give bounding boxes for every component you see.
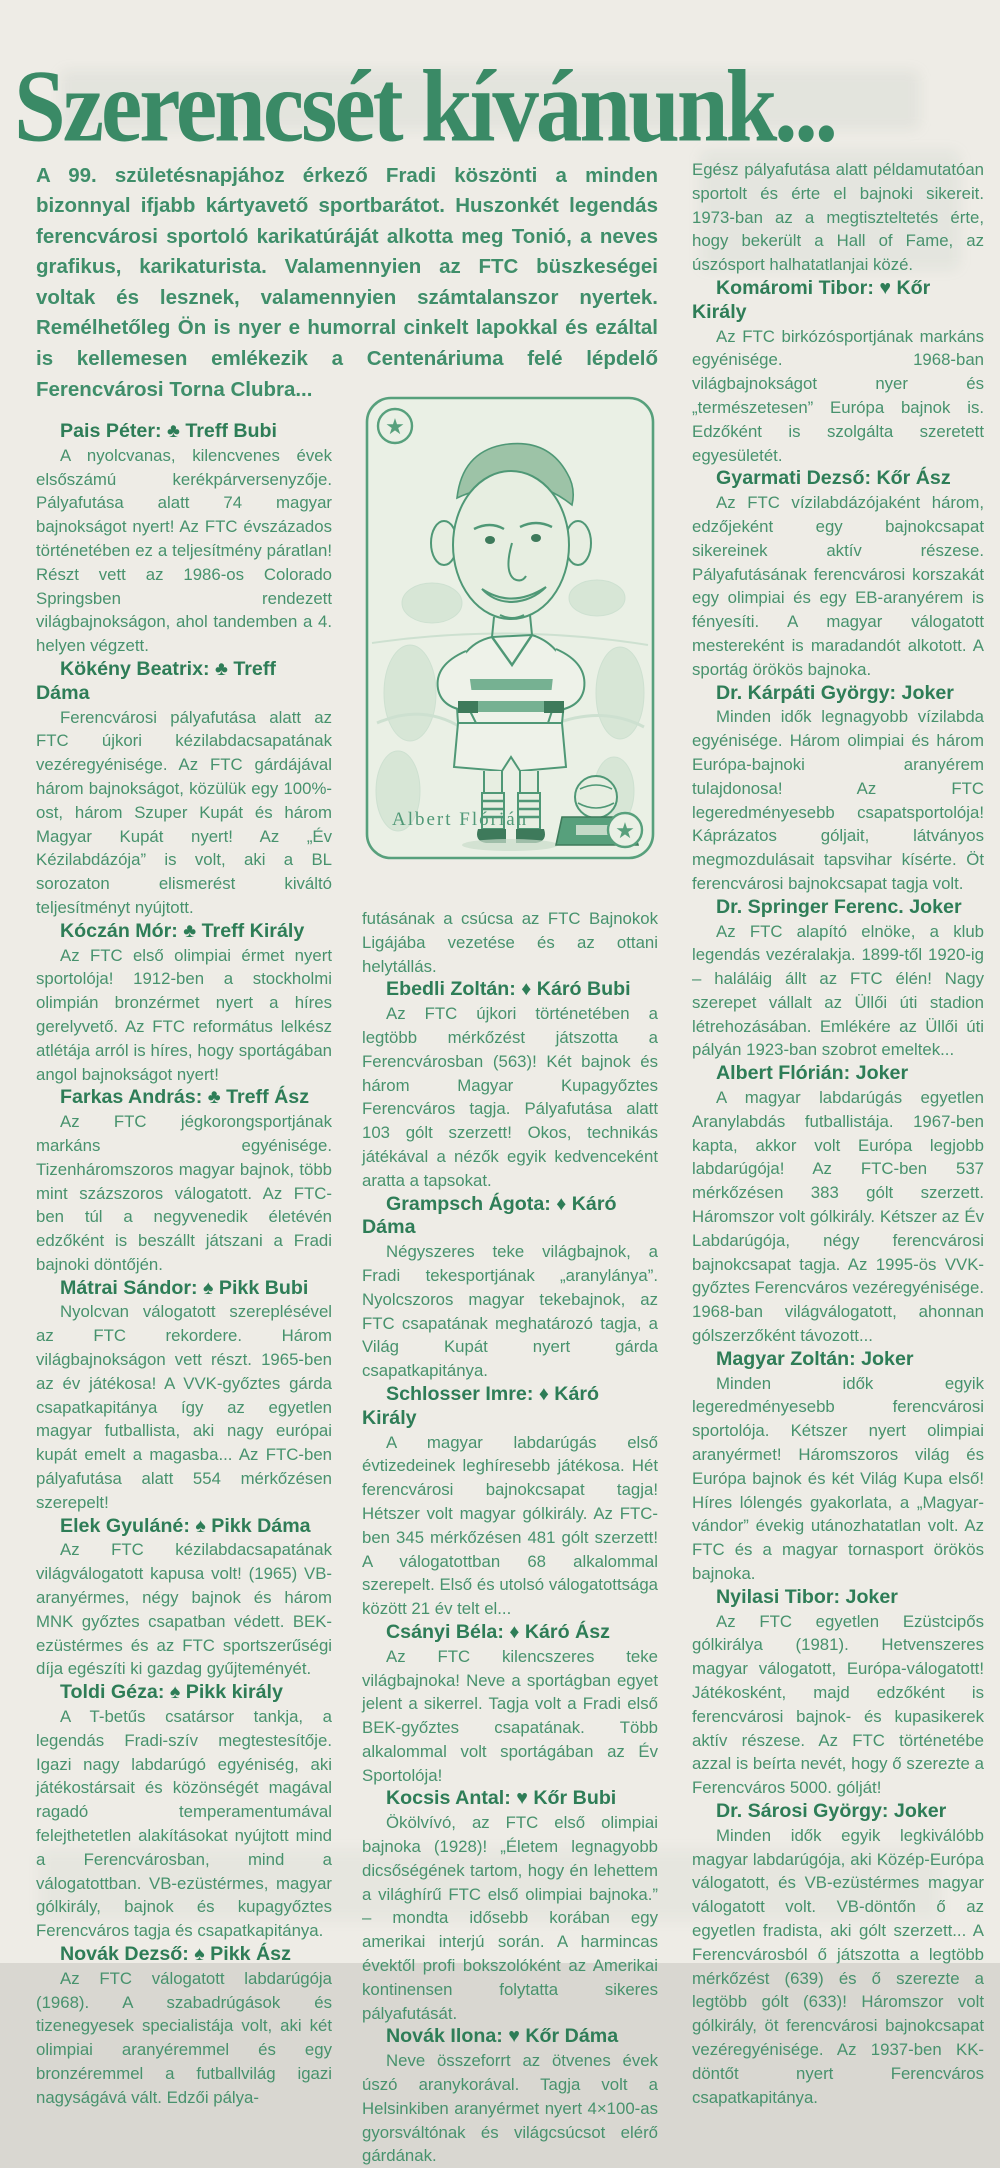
column-left <box>36 420 332 2110</box>
page-title: Szerencsét kívánunk... <box>14 50 836 164</box>
star-icon: ★ <box>615 818 635 843</box>
entry-body: Minden idők legnagyobb vízilabda egyénisége. Három olimpiai és három Európa-bajnoki aranyérem tulajdonosa! Az FTC legeredményesebb csapatsportolója! Káprázatos góljait, látványos megmozdulásait tapsvihar kísérte. Öt ferencvárosi bajnokcsapat tagja volt. <box>692 707 984 893</box>
entry-heading: Gyarmati Dezső: Kőr Ász <box>716 467 951 490</box>
entry-heading: Komáromi Tibor: ♥ Kőr Király <box>692 276 931 323</box>
entry-heading: Mátrai Sándor: ♠ Pikk Bubi <box>60 1276 309 1299</box>
entry-heading: Toldi Géza: ♠ Pikk király <box>60 1681 283 1704</box>
intro-paragraph: A 99. születésnapjához érkező Fradi köszönti a minden bizonnyal ifjabb kártyavető sportbarátot. Huszonkét legendás ferencvárosi sportoló karikatúráját alkotta meg Tonió, a neves grafikus, karikaturista. Valamennyien az FTC büszkeségei voltak és lesznek, valamennyien számtalanszor nyertek. Remélhetőleg Ön is nyer e humorral cinkelt lapokkal és ezáltal is kellemesen emlékezik a Centenáriuma felé lépdelő Ferencvárosi Torna Clubra... <box>36 163 658 401</box>
entry-body: Az FTC vízilabdázójaként három, edzőjeként egy bajnokcsapat sikereinek aktív részese. Pályafutásának ferencvárosi korszakát egy olimpiai és egy EB-aranyérem is fényesíti. A magyar válogatott mestereként is maradandót alkotott. A sportág örökös bajnoka. <box>692 493 984 679</box>
entry-heading: Kökény Beatrix: ♣ Treff Dáma <box>36 657 276 704</box>
entry-heading: Csányi Béla: ♦ Káró Ász <box>386 1620 610 1643</box>
entry-body: A T-betűs csatársor tankja, a legendás Fradi-szív megtestesítője. Igazi nagy labdarúgó egyéniség, aki játékostársait és közönségét magával ragadó temperamentumával felejthetetlen alakításokat nyújtott mind a Ferencvárosban, mind a válogatottban. VB-ezüstérmes, magyar gólkirály, bajnok és kupagyőztes Ferencváros tagja és csapatkapitánya. <box>36 1707 332 1941</box>
entry-heading: Dr. Springer Ferenc. Joker <box>716 895 962 918</box>
entry-body: A nyolcvanas, kilencvenes évek elsőszámú kerékpárversenyzője. Pályafutása alatt 74 magyar bajnokságot nyert! Az FTC évszázados történetében ez a teljesítmény páratlan! Részt vett az 1986-os Colorado Springsben rendezett világbajnokságon, ahol tandemben a 4. helyen végzett. <box>36 445 332 656</box>
entry-body: Egész pályafutása alatt példamutatóan sportolt és érte el bajnoki sikereit. 1973-ban az a megtiszteltetés érte, hogy bekerült a Hall of Fame, az úszósport halhatatlanjai közé. <box>692 160 984 275</box>
column-middle <box>362 393 658 2168</box>
entry-heading: Kocsis Antal: ♥ Kőr Bubi <box>386 1787 617 1810</box>
entry-body: Az FTC kézilabdacsapatának világválogatott kapusa volt! (1965) VB-aranyérmes, négy bajnok és három MNK győztes csapatban védett. BEK-ezüstérmes és az FTC sportszerűségi díja egészíti ki gazdag gyűjteményét. <box>36 1540 332 1679</box>
entry-body: Négyszeres teke világbajnok, a Fradi tekesportjának „aranylánya”. Nyolcszoros magyar tekebajnok, az FTC csapatának meghatározó tagja, a Világ Kupát nyert gárda csapatkapitánya. <box>362 1242 658 1381</box>
entry-body: Minden idők egyik legeredményesebb ferencvárosi sportolója. Kétszer nyert olimpiai aranyérmet! Háromszoros világ és Európa bajnok és két Világ Kupa első! Híres lólengés gyakorlata, a „Magyar-vándor” évekig utánozhatatlan volt. Az FTC és a magyar tornasport örökös bajnoka. <box>692 1373 984 1584</box>
entry-body: Az FTC alapító elnöke, a klub legendás vezéralakja. 1899-től 1920-ig – haláláig állt az FTC élén! Nagy szerepet vállalt az Üllői úti stadion létrehozásában. Emlékére az Üllői úti pályán 1923-ban szobrot emeltek... <box>692 921 984 1060</box>
entry-heading: Kóczán Mór: ♣ Treff Király <box>60 919 305 942</box>
entry-heading: Elek Gyuláné: ♠ Pikk Dáma <box>60 1514 311 1537</box>
entry-body: Nyolcvan válogatott szereplésével az FTC rekordere. Három világbajnokságon vett részt. 1965-ben az év játékosa! A VVK-győztes gárda csapatkapitánya így az egyetlen magyar futballista, aki nagy európai kupát emelt a magasba... Az FTC-ben pályafutása alatt 554 mérkőzésen szerepelt! <box>36 1302 332 1512</box>
entry-body: Ferencvárosi pályafutása alatt az FTC újkori kézilabdacsapatának vezéregyénisége. Az FTC gárdájával három bajnokságot, közülük egy 100%-ost, három Szuper Kupát és három Magyar Kupát nyert! Az „Év Kézilabdázója” is volt, aki a BL sorozaton elismerést kiváltó teljesítményt nyújtott. <box>36 707 332 917</box>
star-icon: ★ <box>385 414 405 439</box>
column-middle-text <box>362 907 658 2168</box>
club-star-emblem-top-left <box>378 409 412 443</box>
entry-heading: Magyar Zoltán: Joker <box>716 1347 914 1370</box>
entry-body: Minden idők egyik legkiválóbb magyar labdarúgója, aki Közép-Európa válogatott, és VB-ezüstérmes magyar válogatott volt. VB-döntőn ő az egyetlen fradista, aki gólt szerzett... A Ferencvárosból ő játszotta a legtöbb mérkőzést (639) és ő szerezte a legtöbb gólt (633)! Háromszor volt gólkirály, öt ferencvárosi bajnokcsapat vezéregyénisége. Az 1937-ben KK-döntőt nyert Ferencváros csapatkapitánya. <box>692 1825 984 2107</box>
entry-body: Az FTC első olimpiai érmet nyert sportolója! 1912-ben a stockholmi olimpián bronzérmet nyert a híres gerelyvető. Az FTC református lelkész atlétája arról is híres, hogy sportágában angol bajnokságot nyert! <box>36 945 332 1084</box>
entry-body: futásának a csúcsa az FTC Bajnokok Ligájába vezetése és az ottani helytállás. <box>362 909 658 976</box>
card-caption: Albert Flórián <box>392 809 529 830</box>
entry-body: A magyar labdarúgás egyetlen Aranylabdás futballistája. 1967-ben kapta, akkor volt Európa legjobb labdarúgója! Az FTC-ben 537 mérkőzésen 383 gólt szerzett. Háromszor volt gólkirály. Kétszer az Év Labdarúgója, négy ferencvárosi bajnokcsapat tagja. Az 1995-ös VVK-győztes Ferencváros vezéregyénisége. 1968-ban világválogatott, ahonnan gólszerzőként távozott... <box>692 1088 984 1346</box>
entry-heading: Schlosser Imre: ♦ Káró Király <box>362 1382 600 1429</box>
column-right <box>692 158 984 2109</box>
club-star-emblem-bottom-right <box>608 813 642 847</box>
entry-heading: Novák Ilona: ♥ Kőr Dáma <box>386 2025 619 2048</box>
entry-body: Az FTC válogatott labdarúgója (1968). A szabadrúgások és tizenegyesek specialistája volt, aki két olimpiai aranyéremmel és egy bronzéremmel a futballvilág igazi nagyságává vált. Edzői pálya- <box>36 1968 332 2107</box>
entry-heading: Dr. Kárpáti György: Joker <box>716 681 954 704</box>
entry-heading: Ebedli Zoltán: ♦ Káró Bubi <box>386 978 631 1001</box>
entry-heading: Pais Péter: ♣ Treff Bubi <box>60 420 277 442</box>
entry-body: Az FTC jégkorongsportjának markáns egyénisége. Tizenháromszoros magyar bajnok, több mint százszoros válogatott. Az FTC-ben túl a negyvenedik életévén edzőként is beszállt játszani a Fradi bajnoki döntőjén. <box>36 1112 332 1274</box>
entry-body: Az FTC újkori történetében a legtöbb mérkőzést játszotta a Ferencvárosban (563)! Két bajnok és három Magyar Kupagyőztes Ferencváros tagja. Pályafutása alatt 103 gólt szerzett! Okos, technikás játékával a nézők egyik kedvenceként aratta a tapsokat. <box>362 1004 658 1190</box>
entry-body: Az FTC birkózósportjának markáns egyénisége. 1968-ban világbajnokságot nyer és „természetesen” Európa bajnok is. Edzőként is szolgálta szeretett egyesületét. <box>692 326 984 465</box>
entry-heading: Nyilasi Tibor: Joker <box>716 1585 898 1608</box>
entry-body: Neve összeforrt az ötvenes évek úszó aranykorával. Tagja volt a Helsinkiben aranyérmet nyert 4×100-as gyorsváltónak és világcsúcsot elérő gárdának. <box>362 2051 658 2166</box>
entry-body: Az FTC kilencszeres teke világbajnoka! Neve a sportágban egyet jelent a sikerrel. Tagja volt a Fradi első BEK-győztes csapatának. Több alkalommal volt sportágában az Év Sportolója! <box>362 1646 658 1785</box>
entry-heading: Albert Flórián: Joker <box>716 1062 909 1085</box>
caricature-card <box>362 393 658 863</box>
entry-heading: Farkas András: ♣ Treff Ász <box>60 1086 310 1109</box>
entry-body: A magyar labdarúgás első évtizedeinek leghíresebb játékosa. Hét ferencvárosi bajnokcsapat tagja! Hétszer volt magyar gólkirály. Az FTC-ben 345 mérkőzésen 481 gólt szerzett! A válogatottban 68 alkalommal szerepelt. Első és utolsó válogatottsága között 21 év telt el... <box>362 1432 658 1619</box>
entry-heading: Novák Dezső: ♠ Pikk Ász <box>60 1943 291 1965</box>
entry-body: Ökölvívó, az FTC első olimpiai bajnoka (1928)! „Életem legnagyobb dicsőségének tartom, hogy én lehettem a világhírű FTC első olimpiai bajnoka.” – mondta idősebb korában egy amerikai interjú során. A harmincas évektől profi bokszolóként az Amerikai kontinensen folytatta sikeres pályafutását. <box>362 1813 658 2023</box>
entry-heading: Grampsch Ágota: ♦ Káró Dáma <box>362 1192 617 1239</box>
entry-body: Az FTC egyetlen Ezüstcipős gólkirálya (1981). Hetvenszeres magyar válogatott, Európa-válogatott! Játékosként, majd edzőként is ferencvárosi bajnok- és kupasikerek aktív részese. Az FTC történetébe azzal is beírta nevét, hogy ő szerezte a Ferencváros 5000. gólját! <box>692 1611 984 1798</box>
entry-heading: Dr. Sárosi György: Joker <box>716 1799 947 1822</box>
